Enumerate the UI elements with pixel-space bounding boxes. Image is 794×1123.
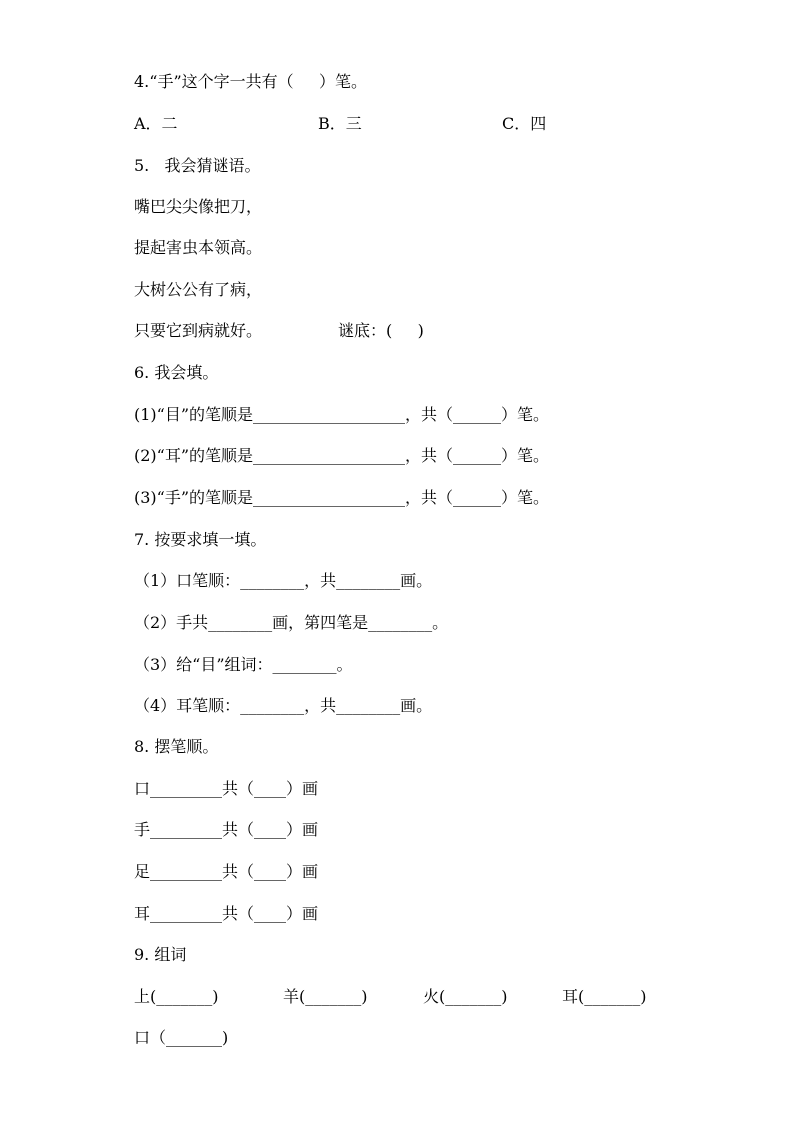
- q9-title: 9. 组词: [134, 945, 187, 964]
- q9-word-4: 耳(_______): [562, 987, 647, 1006]
- q6-item-2: (2)“耳”的笔顺是___________________，共（______）笔。: [134, 446, 550, 465]
- q7-item-2: （2）手共________画，第四笔是________。: [134, 613, 449, 632]
- q8-item-1: 口_________共（____）画: [134, 779, 319, 798]
- q6-title: 6. 我会填。: [134, 363, 219, 382]
- q8-item-3: 足_________共（____）画: [134, 862, 319, 881]
- q8-item-2: 手_________共（____）画: [134, 820, 319, 839]
- q4-option-a: A．二: [134, 114, 178, 133]
- q7-item-1: （1）口笔顺：________，共________画。: [134, 571, 433, 590]
- q8-item-4: 耳_________共（____）画: [134, 904, 319, 923]
- q4-option-c: C．四: [502, 114, 547, 133]
- q4-option-b: B．三: [318, 114, 362, 133]
- q5-answer-label: 谜底：( ): [338, 321, 424, 340]
- q6-item-3: (3)“手”的笔顺是___________________，共（______）笔。: [134, 488, 550, 507]
- q8-title: 8. 摆笔顺。: [134, 737, 219, 756]
- q6-item-1: (1)“目”的笔顺是___________________，共（______）笔。: [134, 405, 550, 424]
- q5-riddle-line-2: 提起害虫本领高。: [134, 238, 263, 257]
- q7-title: 7. 按要求填一填。: [134, 530, 267, 549]
- q5-title: 5. 我会猜谜语。: [134, 156, 261, 175]
- q5-riddle-line-3: 大树公公有了病，: [134, 280, 263, 299]
- q9-word-2: 羊(_______): [283, 987, 368, 1006]
- q4-stem: 4.“手”这个字一共有（ ）笔。: [134, 72, 368, 91]
- q7-item-4: （4）耳笔顺：________，共________画。: [134, 696, 433, 715]
- q9-word-3: 火(_______): [423, 987, 508, 1006]
- q7-item-3: （3）给“目”组词：________。: [134, 655, 353, 674]
- q5-riddle-line-1: 嘴巴尖尖像把刀，: [134, 197, 263, 216]
- q9-word-1: 上(_______): [134, 987, 219, 1006]
- q9-word-5: 口（_______): [134, 1028, 229, 1047]
- q5-riddle-line-4: 只要它到病就好。: [134, 321, 263, 340]
